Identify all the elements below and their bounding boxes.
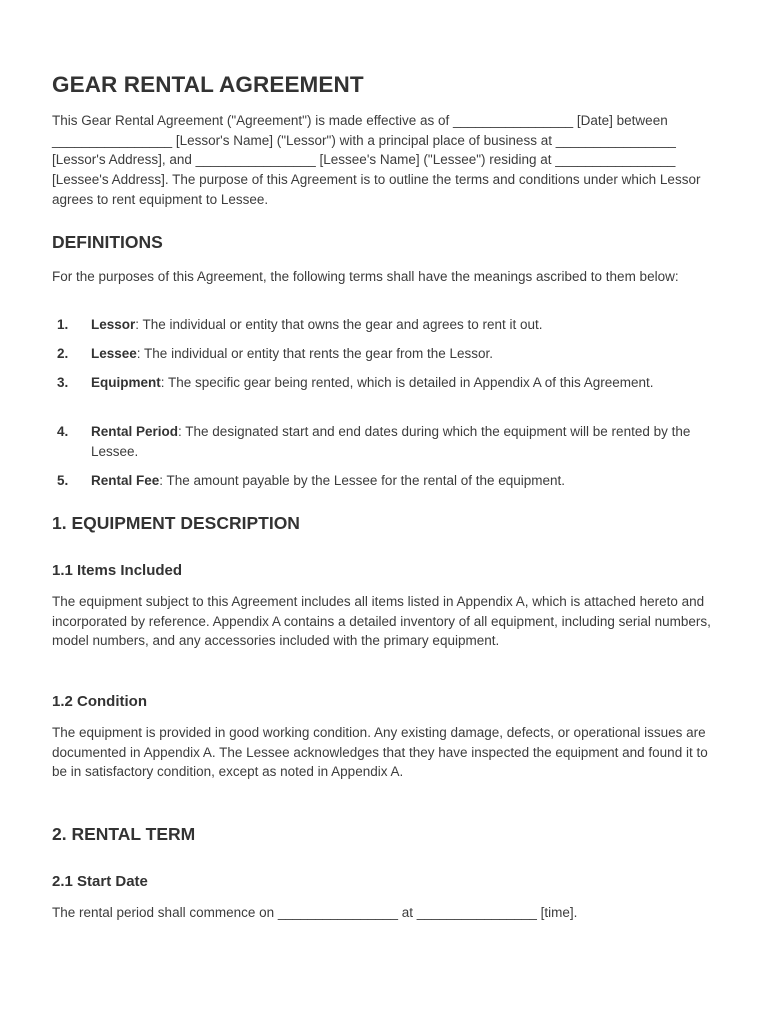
definition-term: Lessor: [91, 317, 136, 332]
list-item-body: [91, 422, 701, 461]
definition-text: : The individual or entity that owns the gear and agrees to rent it out.: [135, 317, 543, 332]
list-number: 1.: [57, 317, 69, 332]
section-2-1-heading: 2.1 Start Date: [52, 873, 148, 890]
definition-text: : The amount payable by the Lessee for the rental of the equipment.: [159, 473, 566, 488]
section-1-heading: 1. EQUIPMENT DESCRIPTION: [52, 513, 300, 533]
section-1-1-heading: 1.1 Items Included: [52, 562, 183, 579]
list-number: 3.: [57, 375, 69, 390]
document-title: GEAR RENTAL AGREEMENT: [52, 72, 364, 97]
definitions-heading: DEFINITIONS: [52, 232, 163, 252]
definition-term: Rental Period: [91, 424, 179, 439]
list-item-body: [91, 344, 701, 364]
list-item-body: [91, 373, 701, 393]
list-item-body: [91, 315, 701, 335]
definition-term: Lessee: [91, 346, 137, 361]
list-number: 5.: [57, 473, 69, 488]
intro-paragraph: This Gear Rental Agreement ("Agreement") is made effective as of ________________ [Date] between ________________ [Lessor's Name] ("Lessor") with a principal place of business at ________________ [Lessor's Address], and ________________ [Lessee's Name] ("Lessee") residing at ________________ [Lessee's Address]. The purpose of this Agreement is to outline the terms and conditions under which Lessor agrees to rent equipment to Lessee.: [52, 113, 701, 207]
definition-text: : The individual or entity that rents the gear from the Lessor.: [136, 346, 493, 361]
definition-text: : The designated start and end dates during which the equipment will be rented by the Lessee.: [91, 424, 691, 459]
definitions-intro: For the purposes of this Agreement, the following terms shall have the meanings ascribed to them below:: [52, 269, 679, 284]
list-number: 2.: [57, 346, 69, 361]
section-1-2-text: The equipment is provided in good working condition. Any existing damage, defects, or operational issues are documented in Appendix A. The Lessee acknowledges that they have inspected the equipment and found it to be in satisfactory condition, except as noted in Appendix A.: [52, 725, 708, 780]
definition-term: Rental Fee: [91, 473, 160, 488]
section-2-heading: 2. RENTAL TERM: [52, 824, 196, 844]
list-item-body: [91, 471, 701, 491]
definition-text: : The specific gear being rented, which is detailed in Appendix A of this Agreement.: [160, 375, 654, 390]
definition-term: Equipment: [91, 375, 161, 390]
section-1-2-heading: 1.2 Condition: [52, 693, 147, 710]
list-number: 4.: [57, 424, 69, 439]
section-1-1-text: The equipment subject to this Agreement includes all items listed in Appendix A, which is attached hereto and incorporated by reference. Appendix A contains a detailed inventory of all equipment, including serial numbers, model numbers, and any accessories included with the primary equipment.: [52, 594, 711, 649]
section-2-1-text: The rental period shall commence on ________________ at ________________ [time].: [52, 905, 578, 920]
